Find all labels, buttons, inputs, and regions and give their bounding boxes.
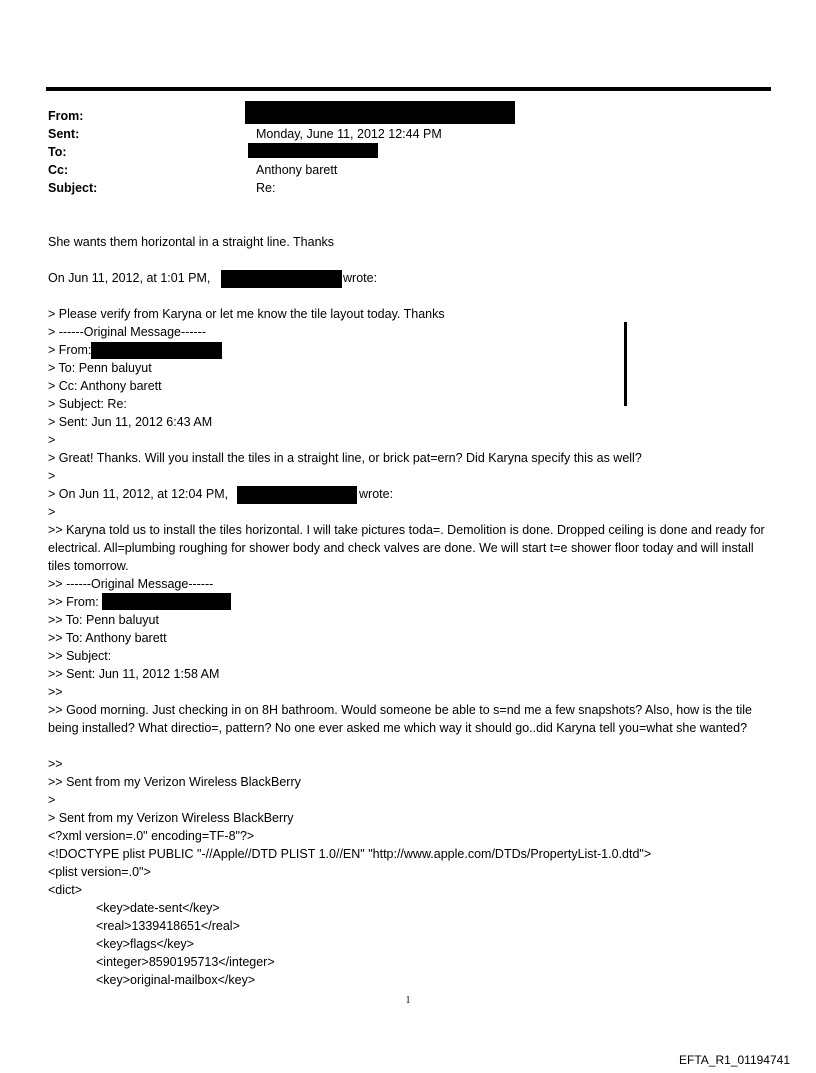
body-line: <key>original-mailbox</key> — [96, 973, 256, 987]
body-line: <!DOCTYPE plist PUBLIC "-//Apple//DTD PLIST 1.0//EN" "http://www.apple.com/DTDs/PropertyList-1.0.dtd"> — [48, 847, 652, 861]
body-line: > To: Penn baluyut — [48, 361, 152, 375]
body-line: On Jun 11, 2012, at 1:01 PM, — [48, 271, 211, 285]
body-line: > ------Original Message------ — [48, 325, 206, 339]
from-redaction — [91, 342, 222, 359]
subject-value: Re: — [256, 181, 276, 195]
body-line: >> Subject: — [48, 649, 112, 663]
body-line: > — [48, 433, 56, 447]
body-line: >> From: — [48, 595, 99, 609]
body-line: <integer>8590195713</integer> — [96, 955, 275, 969]
to-label: To: — [48, 145, 67, 159]
body-line: > Great! Thanks. Will you install the tiles in a straight line, or brick pat=ern? Did Karyna specify this as well? — [48, 451, 642, 465]
document-id: EFTA_R1_01194741 — [679, 1053, 790, 1067]
sender-redaction — [237, 486, 357, 504]
body-line: > Cc: Anthony barett — [48, 379, 162, 393]
body-line: > From: — [48, 343, 92, 357]
cc-label: Cc: — [48, 163, 69, 177]
body-line: > Please verify from Karyna or let me know the tile layout today. Thanks — [48, 307, 445, 321]
body-line: wrote: — [343, 271, 378, 285]
from-label: From: — [48, 109, 84, 123]
body-line: > Subject: Re: — [48, 397, 127, 411]
body-line: > Sent from my Verizon Wireless BlackBerry — [48, 811, 294, 825]
body-line: >> To: Anthony barett — [48, 631, 167, 645]
cc-value: Anthony barett — [256, 163, 338, 177]
body-line: >> — [48, 685, 63, 699]
page-number: 1 — [405, 995, 411, 1006]
body-line: >> ------Original Message------ — [48, 577, 214, 591]
from-redaction — [245, 101, 515, 124]
body-line: > Sent: Jun 11, 2012 6:43 AM — [48, 415, 213, 429]
body-line: She wants them horizontal in a straight line. Thanks — [48, 235, 335, 249]
subject-label: Subject: — [48, 181, 98, 195]
body-paragraph: >> Karyna told us to install the tiles horizontal. I will take pictures toda=. Demolition is done. Dropped ceiling is done and ready for electrical. All=plumbing roughing for shower body and check valves are done. We will start t=e shower floor today and will install tiles tomorrow. — [48, 523, 765, 573]
body-line: <key>date-sent</key> — [96, 901, 220, 915]
body-line: >> Sent from my Verizon Wireless BlackBerry — [48, 775, 301, 789]
from-redaction — [102, 593, 231, 610]
sender-redaction — [221, 270, 342, 288]
vertical-mark — [624, 322, 627, 406]
body-line: >> — [48, 757, 63, 771]
body-line: > — [48, 505, 56, 519]
sent-label: Sent: — [48, 127, 80, 141]
body-paragraph: >> Good morning. Just checking in on 8H bathroom. Would someone be able to s=nd me a few snapshots? Also, how is the tile being installed? What directio=, pattern? No one ever asked me which way it should go..did Karyna tell you=what she wanted? — [48, 703, 752, 735]
body-line: wrote: — [359, 487, 394, 501]
body-line: > On Jun 11, 2012, at 12:04 PM, — [48, 487, 229, 501]
sent-value: Monday, June 11, 2012 12:44 PM — [256, 127, 442, 141]
header-rule — [46, 87, 771, 91]
body-line: <real>1339418651</real> — [96, 919, 240, 933]
body-line: <key>flags</key> — [96, 937, 194, 951]
body-line: <?xml version=.0" encoding=TF-8"?> — [48, 829, 255, 843]
body-line: >> To: Penn baluyut — [48, 613, 159, 627]
body-line: > — [48, 793, 56, 807]
body-line: <dict> — [48, 883, 83, 897]
body-line: >> Sent: Jun 11, 2012 1:58 AM — [48, 667, 220, 681]
to-redaction — [248, 143, 378, 158]
body-line: <plist version=.0"> — [48, 865, 151, 879]
body-line: > — [48, 469, 56, 483]
